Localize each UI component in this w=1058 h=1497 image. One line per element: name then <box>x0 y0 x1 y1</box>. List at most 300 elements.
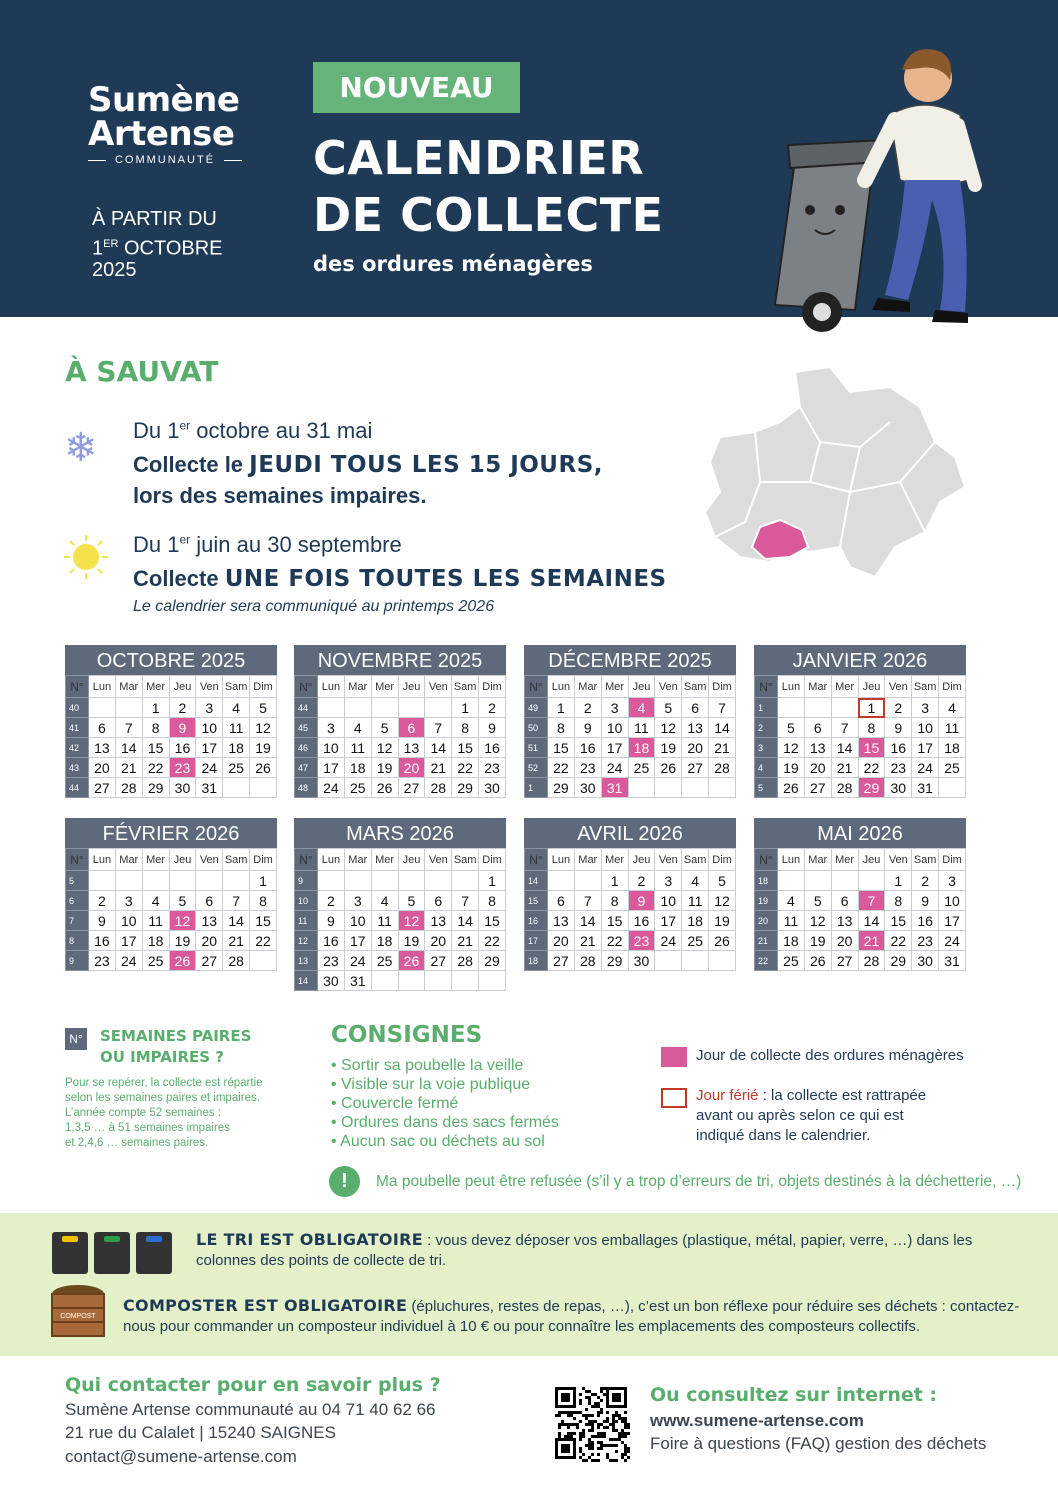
day-cell: 1 <box>479 871 506 891</box>
day-cell: 13 <box>89 738 116 758</box>
day-cell: 21 <box>425 758 452 778</box>
day-cell: 16 <box>318 931 345 951</box>
day-cell: 11 <box>371 911 398 931</box>
day-cell: 3 <box>196 698 223 718</box>
day-cell <box>574 871 601 891</box>
day-cell: 12 <box>709 891 736 911</box>
consignes-title: CONSIGNES <box>331 1022 483 1048</box>
list-item: • Ordures dans des sacs fermés <box>331 1114 559 1131</box>
day-cell: 11 <box>628 718 655 738</box>
consignes-list <box>331 1056 559 1151</box>
weekday-header: Sam <box>223 849 250 871</box>
day-cell: 15 <box>885 911 912 931</box>
weekday-header: Ven <box>655 849 682 871</box>
week-number: 13 <box>295 951 318 971</box>
day-cell: 1 <box>250 871 277 891</box>
week-number: 18 <box>755 871 778 891</box>
week-number: 3 <box>755 738 778 758</box>
weekday-header: Ven <box>196 849 223 871</box>
month-calendar <box>65 645 277 798</box>
week-number: 44 <box>295 698 318 718</box>
day-cell: 5 <box>371 718 398 738</box>
day-cell: 22 <box>601 931 628 951</box>
weekday-header: Mar <box>804 676 831 698</box>
compost-bin-icon <box>48 1282 108 1338</box>
day-cell: 24 <box>318 778 345 798</box>
day-cell: 4 <box>778 891 805 911</box>
weekday-header: Sam <box>912 849 939 871</box>
week-row <box>66 931 277 951</box>
day-cell: 21 <box>831 758 858 778</box>
day-cell: 25 <box>939 758 966 778</box>
day-cell <box>89 871 116 891</box>
day-cell: 19 <box>371 758 398 778</box>
day-cell: 10 <box>344 911 371 931</box>
day-cell: 9 <box>479 718 506 738</box>
day-cell: 9 <box>912 891 939 911</box>
week-number: 11 <box>295 911 318 931</box>
weekday-header: Lun <box>778 676 805 698</box>
weekday-header: Lun <box>318 676 345 698</box>
weekday-header: Dim <box>709 849 736 871</box>
day-cell: 27 <box>831 951 858 971</box>
day-cell: 14 <box>831 738 858 758</box>
day-cell: 24 <box>912 758 939 778</box>
day-cell: 26 <box>655 758 682 778</box>
day-cell: 18 <box>628 738 655 758</box>
day-cell: 30 <box>574 778 601 798</box>
weekday-header: Sam <box>912 676 939 698</box>
day-cell: 29 <box>479 951 506 971</box>
week-row <box>525 718 736 738</box>
day-cell: 12 <box>778 738 805 758</box>
day-cell: 28 <box>223 951 250 971</box>
day-cell: 28 <box>574 951 601 971</box>
weeks-help-title: SEMAINES PAIRES OU IMPAIRES ? <box>100 1027 252 1066</box>
weekday-header: Mar <box>115 849 142 871</box>
day-cell: 22 <box>885 931 912 951</box>
day-cell: 21 <box>115 758 142 778</box>
day-cell: 14 <box>223 911 250 931</box>
week-number: 41 <box>66 718 89 738</box>
day-cell: 26 <box>398 951 425 971</box>
day-cell: 5 <box>804 891 831 911</box>
weekday-header: Jeu <box>628 849 655 871</box>
day-cell: 18 <box>682 911 709 931</box>
day-cell: 7 <box>425 718 452 738</box>
day-cell <box>548 871 575 891</box>
day-cell: 15 <box>142 738 169 758</box>
day-cell: 9 <box>628 891 655 911</box>
day-cell: 8 <box>452 718 479 738</box>
day-cell: 17 <box>115 931 142 951</box>
day-cell <box>858 871 885 891</box>
weekday-header: Ven <box>655 676 682 698</box>
day-cell <box>682 951 709 971</box>
day-cell: 22 <box>858 758 885 778</box>
day-cell: 1 <box>142 698 169 718</box>
week-number: 20 <box>755 911 778 931</box>
weekday-header: Lun <box>89 676 116 698</box>
day-cell: 12 <box>398 911 425 931</box>
page-title-line-2: DE COLLECTE <box>313 188 664 242</box>
day-cell: 22 <box>479 931 506 951</box>
week-number: 21 <box>755 931 778 951</box>
week-number: 19 <box>755 891 778 911</box>
week-row <box>295 718 506 738</box>
day-cell: 11 <box>223 718 250 738</box>
week-number-header: N° <box>525 849 548 871</box>
contact-phone: Sumène Artense communauté au 04 71 40 62 66 <box>65 1400 436 1419</box>
compost-label: COMPOST <box>60 1313 96 1320</box>
weekday-header: Mer <box>371 849 398 871</box>
day-cell: 19 <box>709 911 736 931</box>
week-row <box>66 718 277 738</box>
day-cell: 18 <box>344 758 371 778</box>
weekday-header: Sam <box>223 676 250 698</box>
weekday-header: Jeu <box>628 676 655 698</box>
week-row <box>295 778 506 798</box>
week-number: 4 <box>755 758 778 778</box>
day-cell: 25 <box>344 778 371 798</box>
day-cell: 4 <box>939 698 966 718</box>
logo-line-1: Sumène <box>88 80 240 120</box>
week-row <box>295 871 506 891</box>
qr-code[interactable] <box>554 1386 630 1462</box>
day-cell: 30 <box>479 778 506 798</box>
week-row <box>525 698 736 718</box>
compost-text: COMPOSTER EST OBLIGATOIRE (épluchures, restes de repas, …), c’est un bon réflexe pour réduire ses déchets : contactez- nous pour commander un composteur individuel à 10 € ou pour connaître les emplacements des composteurs collectifs. <box>123 1296 1020 1335</box>
day-cell <box>655 951 682 971</box>
day-cell: 30 <box>912 951 939 971</box>
day-cell: 23 <box>628 931 655 951</box>
day-cell: 27 <box>682 758 709 778</box>
week-number: 7 <box>66 911 89 931</box>
week-row <box>66 738 277 758</box>
day-cell: 13 <box>831 911 858 931</box>
week-row <box>66 698 277 718</box>
day-cell: 21 <box>709 738 736 758</box>
week-row <box>755 951 966 971</box>
day-cell: 10 <box>939 891 966 911</box>
day-cell: 4 <box>142 891 169 911</box>
week-row <box>755 911 966 931</box>
week-number: 15 <box>525 891 548 911</box>
day-cell: 15 <box>601 911 628 931</box>
day-cell: 22 <box>142 758 169 778</box>
day-cell: 19 <box>398 931 425 951</box>
day-cell: 30 <box>628 951 655 971</box>
day-cell: 11 <box>682 891 709 911</box>
month-title: FÉVRIER 2026 <box>65 818 277 848</box>
week-row <box>66 778 277 798</box>
weekday-header: Sam <box>682 676 709 698</box>
week-row <box>295 911 506 931</box>
day-cell <box>452 971 479 991</box>
day-cell: 3 <box>939 871 966 891</box>
day-cell: 27 <box>398 778 425 798</box>
day-cell: 1 <box>885 871 912 891</box>
warning-icon: ! <box>329 1166 360 1197</box>
weekday-header: Dim <box>250 676 277 698</box>
week-number-header: N° <box>66 849 89 871</box>
week-number: 8 <box>66 931 89 951</box>
weekday-header: Lun <box>548 849 575 871</box>
month-calendar <box>294 818 506 991</box>
day-cell: 24 <box>344 951 371 971</box>
page-title-line-1: CALENDRIER <box>313 131 645 185</box>
day-cell: 12 <box>169 911 196 931</box>
day-cell: 15 <box>250 911 277 931</box>
day-cell: 16 <box>479 738 506 758</box>
day-cell: 6 <box>831 891 858 911</box>
weekday-header: Mar <box>804 849 831 871</box>
week-number: 51 <box>525 738 548 758</box>
day-cell: 4 <box>371 891 398 911</box>
contact-email-link[interactable]: contact@sumene-artense.com <box>65 1447 297 1466</box>
weekday-header: Jeu <box>169 676 196 698</box>
day-cell: 21 <box>223 931 250 951</box>
day-cell: 20 <box>425 931 452 951</box>
summer-rule: Collecte UNE FOIS TOUTES LES SEMAINES <box>133 566 667 592</box>
day-cell: 6 <box>398 718 425 738</box>
week-number: 5 <box>755 778 778 798</box>
week-row <box>755 758 966 778</box>
weekday-header: Ven <box>885 849 912 871</box>
day-cell: 1 <box>858 698 885 718</box>
week-row <box>66 951 277 971</box>
day-cell: 10 <box>318 738 345 758</box>
day-cell: 6 <box>682 698 709 718</box>
day-cell: 6 <box>804 718 831 738</box>
weekday-header: Mar <box>574 676 601 698</box>
day-cell: 18 <box>371 931 398 951</box>
week-number: 12 <box>295 931 318 951</box>
day-cell: 15 <box>479 911 506 931</box>
day-cell: 29 <box>548 778 575 798</box>
week-number: 17 <box>525 931 548 951</box>
day-cell <box>452 871 479 891</box>
day-cell: 25 <box>628 758 655 778</box>
weekday-header: Lun <box>778 849 805 871</box>
day-cell: 5 <box>250 698 277 718</box>
week-row <box>295 758 506 778</box>
week-row <box>755 931 966 951</box>
day-cell <box>371 871 398 891</box>
day-cell: 24 <box>115 951 142 971</box>
day-cell: 1 <box>601 871 628 891</box>
day-cell: 2 <box>885 698 912 718</box>
day-cell: 16 <box>89 931 116 951</box>
week-number: 46 <box>295 738 318 758</box>
day-cell <box>425 971 452 991</box>
day-cell: 29 <box>142 778 169 798</box>
weekday-header: Sam <box>682 849 709 871</box>
day-cell: 9 <box>574 718 601 738</box>
week-row <box>66 911 277 931</box>
day-cell <box>398 971 425 991</box>
day-cell: 20 <box>831 931 858 951</box>
week-row <box>525 738 736 758</box>
day-cell: 23 <box>89 951 116 971</box>
day-cell: 6 <box>89 718 116 738</box>
day-cell: 23 <box>479 758 506 778</box>
day-cell: 10 <box>601 718 628 738</box>
header-banner <box>0 0 1058 317</box>
day-cell <box>398 871 425 891</box>
list-item: • Visible sur la voie publique <box>331 1076 531 1093</box>
day-cell: 19 <box>169 931 196 951</box>
day-cell: 20 <box>804 758 831 778</box>
week-number: 47 <box>295 758 318 778</box>
day-cell <box>250 778 277 798</box>
day-cell: 7 <box>574 891 601 911</box>
week-row <box>525 931 736 951</box>
week-row <box>755 891 966 911</box>
day-cell: 5 <box>709 871 736 891</box>
day-cell: 2 <box>89 891 116 911</box>
day-cell: 8 <box>601 891 628 911</box>
week-row <box>525 871 736 891</box>
day-cell: 9 <box>318 911 345 931</box>
day-cell <box>196 871 223 891</box>
weekday-header: Jeu <box>858 676 885 698</box>
day-cell <box>682 778 709 798</box>
day-cell: 14 <box>858 911 885 931</box>
day-cell: 15 <box>548 738 575 758</box>
legend-collect-swatch <box>661 1047 687 1067</box>
website-link[interactable]: www.sumene-artense.com <box>650 1411 864 1430</box>
day-cell <box>804 871 831 891</box>
week-row <box>295 971 506 991</box>
day-cell: 4 <box>628 698 655 718</box>
day-cell: 17 <box>344 931 371 951</box>
day-cell: 17 <box>196 738 223 758</box>
day-cell <box>778 871 805 891</box>
day-cell: 13 <box>398 738 425 758</box>
week-number: 18 <box>525 951 548 971</box>
sun-icon <box>62 533 110 581</box>
weekday-header: Dim <box>250 849 277 871</box>
month-calendar <box>524 645 736 798</box>
day-cell: 27 <box>804 778 831 798</box>
month-calendar <box>524 818 736 971</box>
warning-text: Ma poubelle peut être refusée (s’il y a trop d’erreurs de tri, objets destinés à la déchetterie, …) <box>376 1173 1022 1190</box>
week-row <box>295 738 506 758</box>
week-number: 5 <box>66 871 89 891</box>
week-row <box>755 698 966 718</box>
day-cell: 21 <box>858 931 885 951</box>
month-title: MARS 2026 <box>294 818 506 848</box>
day-cell: 3 <box>344 891 371 911</box>
day-cell: 10 <box>196 718 223 738</box>
day-cell: 3 <box>115 891 142 911</box>
day-cell: 16 <box>885 738 912 758</box>
weekday-header: Mar <box>344 849 371 871</box>
day-cell: 4 <box>223 698 250 718</box>
weekday-header: Mer <box>142 849 169 871</box>
day-cell: 9 <box>89 911 116 931</box>
legend-holiday-text: Jour férié : la collecte est rattrapée avant ou après selon ce qui est indiqué dans le calendrier. <box>696 1087 927 1144</box>
weekday-header: Jeu <box>398 676 425 698</box>
day-cell: 18 <box>778 931 805 951</box>
day-cell: 28 <box>709 758 736 778</box>
week-number: 10 <box>295 891 318 911</box>
week-number: 44 <box>66 778 89 798</box>
day-cell: 8 <box>858 718 885 738</box>
month-title: MAI 2026 <box>754 818 966 848</box>
day-cell: 6 <box>425 891 452 911</box>
legend-holiday-swatch <box>661 1088 687 1108</box>
day-cell: 26 <box>778 778 805 798</box>
faq-text: Foire à questions (FAQ) gestion des déchets <box>650 1434 987 1453</box>
day-cell: 17 <box>939 911 966 931</box>
day-cell: 25 <box>682 931 709 951</box>
day-cell <box>655 778 682 798</box>
day-cell <box>425 871 452 891</box>
weekday-header: Ven <box>885 676 912 698</box>
day-cell: 20 <box>548 931 575 951</box>
contact-address: 21 rue du Calalet | 15240 SAIGNES <box>65 1423 336 1442</box>
day-cell: 7 <box>858 891 885 911</box>
day-cell: 26 <box>250 758 277 778</box>
day-cell <box>804 698 831 718</box>
weekday-header: Dim <box>479 676 506 698</box>
weekday-header: Mer <box>142 676 169 698</box>
day-cell: 14 <box>425 738 452 758</box>
weekday-header: Mar <box>115 676 142 698</box>
day-cell: 19 <box>250 738 277 758</box>
day-cell: 23 <box>912 931 939 951</box>
day-cell: 13 <box>196 911 223 931</box>
week-number: 45 <box>295 718 318 738</box>
week-row <box>525 778 736 798</box>
day-cell: 27 <box>425 951 452 971</box>
day-cell: 27 <box>89 778 116 798</box>
day-cell <box>344 698 371 718</box>
day-cell <box>778 698 805 718</box>
week-row <box>755 738 966 758</box>
week-number: 1 <box>755 698 778 718</box>
tri-text: LE TRI EST OBLIGATOIRE : vous devez déposer vos emballages (plastique, métal, papier, verre, …) dans les colonnes des points de collecte de tri. <box>196 1230 973 1269</box>
day-cell: 2 <box>574 698 601 718</box>
day-cell <box>628 778 655 798</box>
week-row <box>755 778 966 798</box>
day-cell: 20 <box>89 758 116 778</box>
weekday-header: Ven <box>196 676 223 698</box>
day-cell: 13 <box>548 911 575 931</box>
day-cell: 2 <box>169 698 196 718</box>
day-cell: 8 <box>250 891 277 911</box>
day-cell: 18 <box>939 738 966 758</box>
day-cell: 14 <box>115 738 142 758</box>
week-row <box>295 931 506 951</box>
day-cell: 18 <box>223 738 250 758</box>
day-cell: 26 <box>709 931 736 951</box>
weekday-header: Mer <box>371 676 398 698</box>
week-number: 50 <box>525 718 548 738</box>
week-number-header: N° <box>755 849 778 871</box>
day-cell: 2 <box>628 871 655 891</box>
day-cell: 19 <box>778 758 805 778</box>
day-cell: 13 <box>425 911 452 931</box>
week-row <box>525 758 736 778</box>
day-cell <box>115 871 142 891</box>
weekday-header: Jeu <box>398 849 425 871</box>
day-cell: 24 <box>655 931 682 951</box>
week-row <box>295 698 506 718</box>
day-cell: 17 <box>912 738 939 758</box>
